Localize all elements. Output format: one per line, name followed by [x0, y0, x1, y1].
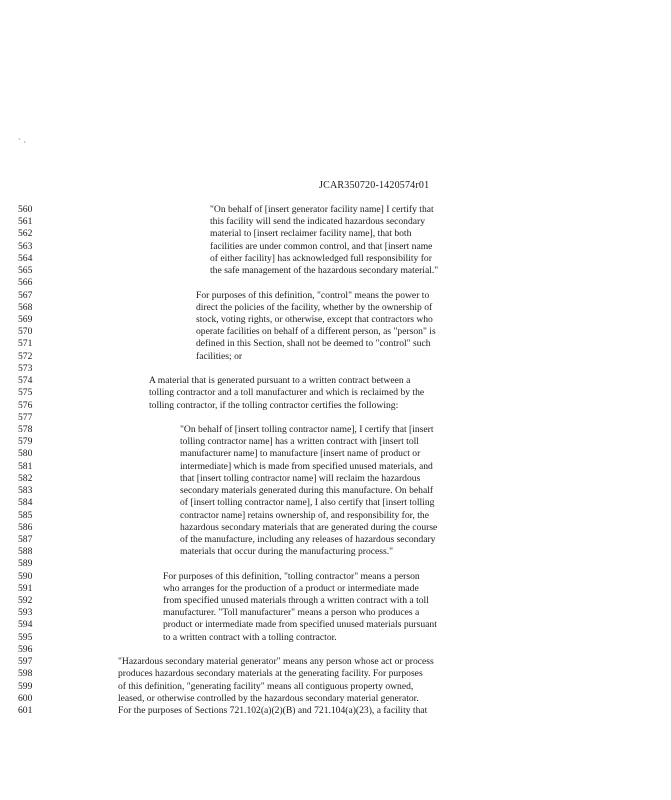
text-line: defined in this Section, shall not be deemed to "control" such [196, 338, 431, 350]
text-line: "On behalf of [insert generator facility name] I certify that [210, 204, 434, 215]
line-number: 586 [18, 521, 33, 533]
text-line: leased, or otherwise controlled by the hazardous secondary material generator. [118, 692, 419, 704]
line-number: 566 [18, 277, 33, 289]
line-number: 600 [18, 692, 33, 704]
text-line: tolling contractor and a toll manufacturer and which is reclaimed by the [149, 387, 425, 399]
text-line: who arranges for the production of a product or intermediate made [163, 582, 419, 594]
text-line: direct the policies of the facility, whether by the ownership of [196, 301, 433, 313]
text-line: the safe management of the hazardous secondary material." [210, 265, 439, 277]
line-number: 563 [18, 240, 33, 252]
line-number: 583 [18, 485, 33, 497]
line-number: 564 [18, 252, 33, 264]
line-number: 598 [18, 668, 33, 680]
text-line: from specified unused materials through a written contract with a toll [163, 595, 429, 607]
text-line: materials that occur during the manufacturing process." [180, 546, 394, 558]
text-line: A material that is generated pursuant to a written contract between a [149, 375, 411, 387]
text-line: to a written contract with a tolling contractor. [163, 631, 337, 643]
line-number: 579 [18, 436, 33, 448]
line-number: 578 [18, 423, 33, 435]
line-number: 601 [18, 705, 33, 717]
text-line: manufacturer name] to manufacture [insert name of product or [180, 448, 421, 460]
line-number: 562 [18, 228, 33, 240]
line-number: 597 [18, 656, 33, 668]
line-number: 589 [18, 558, 33, 570]
text-line: operate facilities on behalf of a different person, as "person" is [196, 326, 436, 338]
line-number: 594 [18, 619, 33, 631]
text-line: For purposes of this definition, "tolling contractor" means a person [163, 570, 420, 582]
text-line: "On behalf of [insert tolling contractor name], I certify that [insert [180, 423, 434, 435]
text-line: intermediate] which is made from specified unused materials, and [180, 460, 433, 472]
line-number: 592 [18, 595, 33, 607]
text-line: of [insert tolling contractor name], I also certify that [insert tolling [180, 497, 435, 509]
text-line: secondary materials generated during this manufacture. On behalf [180, 485, 434, 497]
line-number: 585 [18, 509, 33, 521]
line-number: 581 [18, 460, 33, 472]
text-line: of either facility] has acknowledged full responsibility for [210, 252, 432, 264]
text-line: facilities are under common control, and that [insert name [210, 240, 433, 252]
document-header-id: JCAR350720-1420574r01 [319, 180, 430, 191]
text-line: product or intermediate made from specified unused materials pursuant [163, 619, 437, 631]
line-number: 572 [18, 350, 33, 362]
line-number: 595 [18, 631, 33, 643]
text-line: tolling contractor, if the tolling contractor certifies the following: [149, 399, 399, 411]
line-number: 596 [18, 643, 33, 655]
line-number: 580 [18, 448, 33, 460]
text-line: stock, voting rights, or otherwise, except that contractors who [196, 313, 433, 325]
line-number: 560 [18, 204, 33, 215]
line-number: 576 [18, 399, 33, 411]
line-number: 574 [18, 375, 33, 387]
line-number: 571 [18, 338, 33, 350]
text-line: facilities; or [196, 350, 243, 362]
line-number: 584 [18, 497, 33, 509]
scan-marks: ` · [18, 137, 27, 147]
line-number: 575 [18, 387, 33, 399]
line-number: 570 [18, 326, 33, 338]
line-number: 582 [18, 472, 33, 484]
line-number: 591 [18, 582, 33, 594]
text-line: hazardous secondary materials that are generated during the course [180, 521, 438, 533]
text-line: produces hazardous secondary materials at the generating facility. For purposes [118, 668, 423, 680]
text-line: manufacturer. "Toll manufacturer" means a person who produces a [163, 607, 420, 619]
text-line: tolling contractor name] has a written contract with [insert toll [180, 436, 419, 448]
line-number: 593 [18, 607, 33, 619]
text-line: For purposes of this definition, "control" means the power to [196, 289, 430, 301]
line-number: 567 [18, 289, 33, 301]
text-line: of the manufacture, including any releases of hazardous secondary [180, 533, 436, 545]
text-line: that [insert tolling contractor name] will reclaim the hazardous [180, 472, 421, 484]
line-number: 588 [18, 546, 33, 558]
line-number: 577 [18, 411, 33, 423]
line-number: 587 [18, 533, 33, 545]
text-line: material to [insert reclaimer facility name], that both [210, 228, 412, 240]
line-number: 561 [18, 216, 33, 228]
text-line: "Hazardous secondary material generator" means any person whose act or process [118, 656, 434, 668]
text-line: this facility will send the indicated hazardous secondary [210, 216, 425, 228]
line-number: 569 [18, 313, 33, 325]
text-line: of this definition, "generating facility" means all contiguous property owned, [118, 680, 414, 692]
line-number: 590 [18, 570, 33, 582]
text-line: contractor name] retains ownership of, and responsibility for, the [180, 509, 429, 521]
line-number: 599 [18, 680, 33, 692]
text-line: For the purposes of Sections 721.102(a)(2)(B) and 721.104(a)(23), a facility that [118, 705, 428, 717]
line-number: 568 [18, 301, 33, 313]
line-number: 573 [18, 362, 33, 374]
line-number: 565 [18, 265, 33, 277]
